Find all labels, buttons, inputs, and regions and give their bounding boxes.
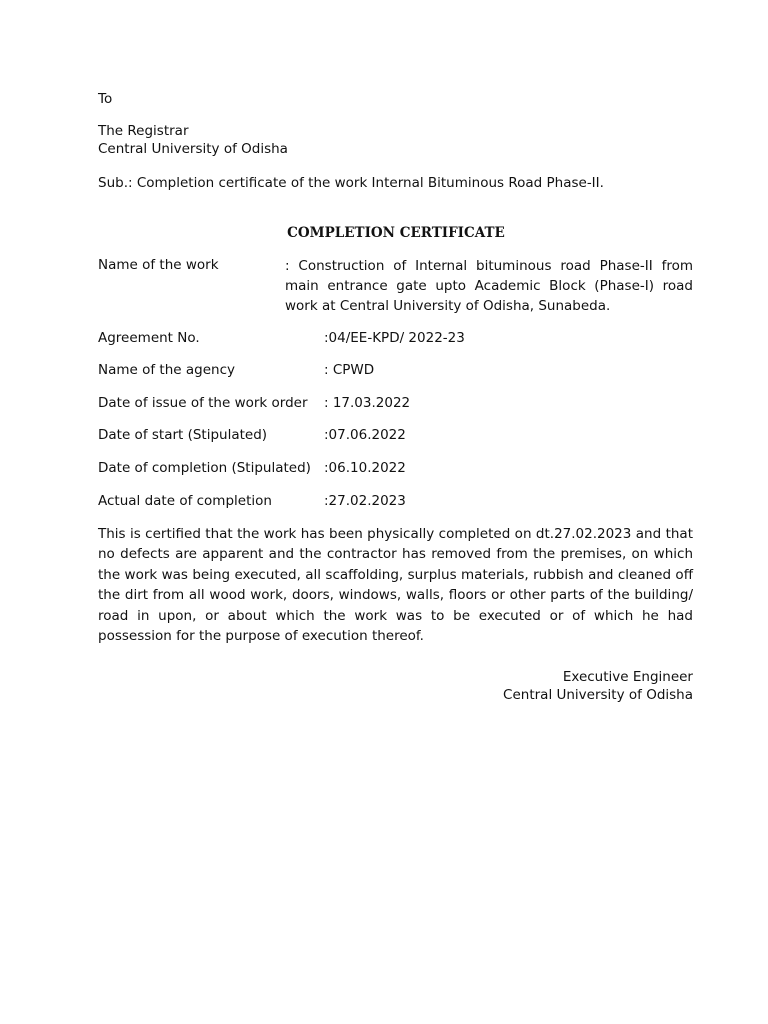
- salutation: To: [98, 91, 113, 107]
- agreement-no-value: :04/EE-KPD/ 2022-23: [324, 330, 465, 346]
- agency-label: Name of the agency: [98, 362, 235, 378]
- signatory-org: Central University of Odisha: [503, 687, 693, 703]
- actual-completion-label: Actual date of completion: [98, 493, 272, 509]
- certificate-heading: COMPLETION CERTIFICATE: [287, 225, 505, 241]
- recipient-org: Central University of Odisha: [98, 141, 288, 157]
- certification-paragraph: This is certified that the work has been physically completed on dt.27.02.2023 and that no defects are apparent and the contractor has removed from the premises, on which the work was being executed, all scaffolding, surplus materials, rubbish and cleaned off the dirt from all wood work, doors, windows, walls, floors or other parts of the building/ road in upon, or about which the work was to be executed or of which he had possession for the purpose of execution thereof.: [98, 526, 693, 645]
- start-date-label: Date of start (Stipulated): [98, 427, 268, 443]
- agency-value: : CPWD: [324, 362, 375, 378]
- name-of-work-value: : Construction of Internal bituminous road Phase-II from main entrance gate upto Academic Block (Phase-I) road work at Central University of Odisha, Sunabeda.: [285, 258, 693, 314]
- work-order-date-label: Date of issue of the work order: [98, 395, 308, 411]
- subject-line: Sub.: Completion certificate of the work Internal Bituminous Road Phase-II.: [98, 175, 604, 191]
- actual-completion-value: :27.02.2023: [324, 493, 406, 509]
- signature-block: [503, 668, 693, 704]
- start-date-value: :07.06.2022: [324, 427, 406, 443]
- signatory-title: Executive Engineer: [562, 669, 693, 685]
- stipulated-completion-label: Date of completion (Stipulated): [98, 460, 311, 476]
- stipulated-completion-value: :06.10.2022: [324, 460, 406, 476]
- name-of-work-label: Name of the work: [98, 257, 219, 273]
- agreement-no-label: Agreement No.: [98, 330, 200, 346]
- work-order-date-value: : 17.03.2022: [324, 395, 411, 411]
- recipient-title: The Registrar: [98, 123, 189, 139]
